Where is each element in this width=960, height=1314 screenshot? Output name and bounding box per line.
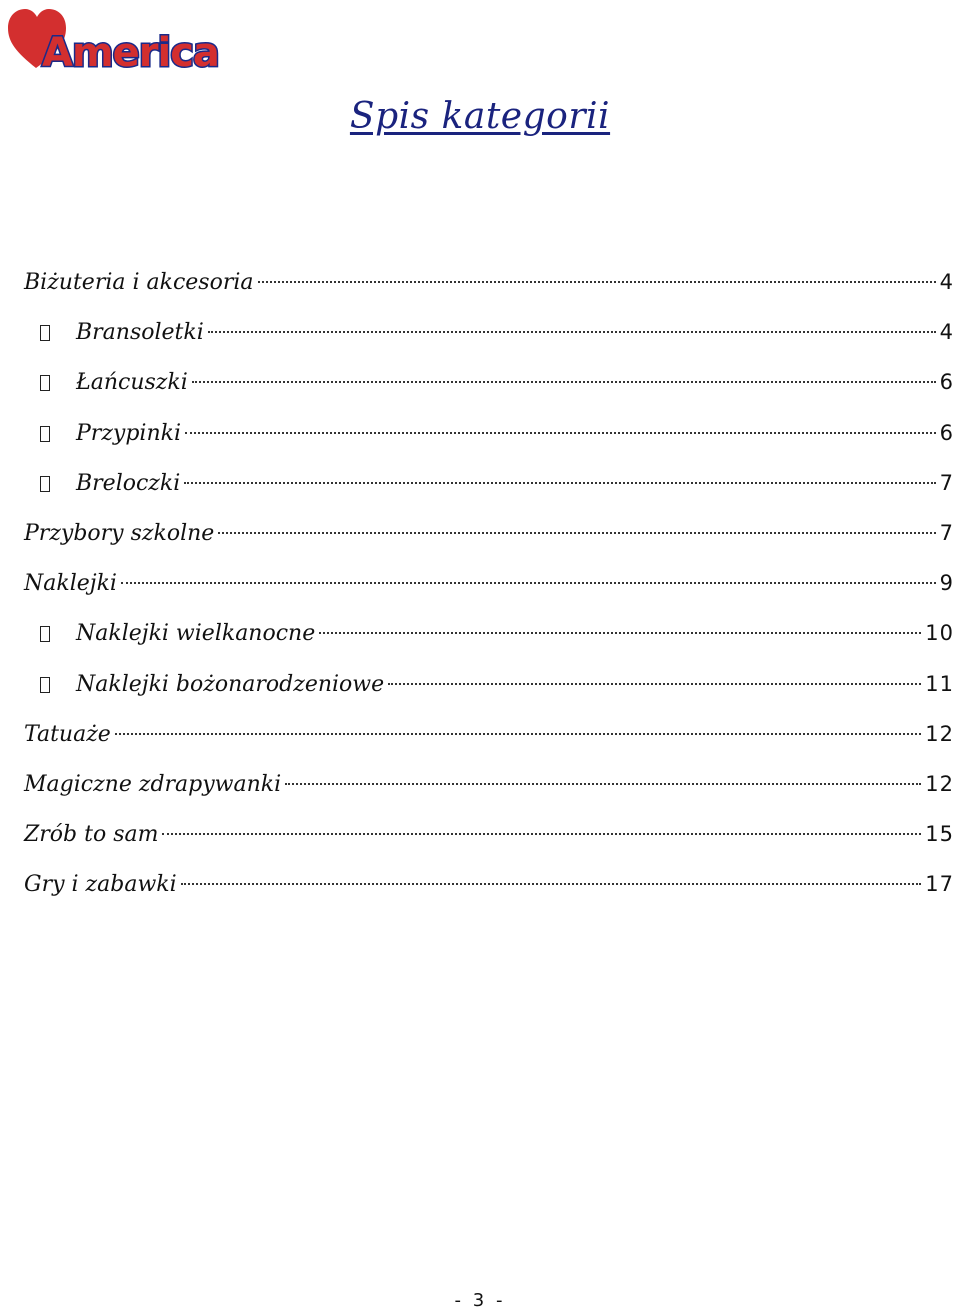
toc-entry-label: Magiczne zdrapywanki (24, 772, 282, 797)
dot-leader (162, 833, 921, 835)
toc-entry-page: 4 (939, 320, 954, 345)
toc-entry-page: 4 (939, 270, 954, 294)
bullet-icon (40, 426, 50, 442)
page-title: Spis kategorii (349, 96, 611, 137)
toc-entry-label: Gry i zabawki (24, 872, 177, 898)
toc-entry[interactable] (24, 714, 954, 754)
toc-entry[interactable] (40, 463, 954, 503)
toc-entry[interactable] (24, 262, 954, 302)
toc-entry[interactable] (40, 664, 954, 704)
dot-leader (121, 582, 936, 584)
toc-entry-label: Naklejki (24, 571, 117, 597)
toc-entry[interactable] (40, 362, 954, 402)
toc-entry-label: Zrób to sam (24, 822, 159, 848)
america-logo (6, 6, 219, 76)
toc-entry[interactable] (24, 864, 954, 904)
toc-entry-label: Przybory szkolne (24, 521, 215, 546)
dot-leader (185, 432, 936, 434)
toc-entry[interactable] (40, 312, 954, 352)
toc-entry-page: 12 (925, 772, 954, 796)
toc-entry[interactable] (24, 513, 954, 553)
bullet-icon (40, 476, 50, 492)
toc-entry[interactable] (40, 413, 954, 453)
dot-leader (192, 381, 936, 383)
toc-entry[interactable] (40, 613, 954, 653)
dot-leader (115, 733, 921, 735)
toc-entry-label: Łańcuszki (76, 370, 188, 396)
toc-entry-label: Biżuteria i akcesoria (24, 270, 254, 295)
toc-entry-page: 6 (939, 370, 954, 395)
toc-entry-page: 17 (925, 872, 954, 897)
dot-leader (285, 783, 921, 785)
bullet-icon (40, 325, 50, 341)
dot-leader (218, 532, 935, 534)
toc-entry-page: 9 (939, 571, 954, 596)
toc-entry-label: Bransoletki (76, 320, 204, 346)
bullet-icon (40, 626, 50, 642)
page-number: - 3 - (454, 1290, 506, 1311)
toc-entry-page: 15 (925, 822, 954, 847)
toc-entry-label: Breloczki (76, 470, 181, 496)
logo-wordmark: America (42, 30, 219, 76)
toc-entry-page: 6 (939, 420, 954, 445)
bullet-icon (40, 677, 50, 693)
dot-leader (184, 482, 935, 484)
dot-leader (181, 883, 922, 885)
toc-entry-page: 12 (925, 721, 954, 746)
bullet-icon (40, 375, 50, 391)
toc-entry-page: 11 (925, 671, 954, 696)
toc-entry-page: 10 (925, 621, 954, 646)
toc-entry-page: 7 (939, 521, 954, 545)
toc-entry[interactable] (24, 764, 954, 804)
toc-entry[interactable] (24, 814, 954, 854)
dot-leader (319, 632, 921, 634)
dot-leader (208, 331, 936, 333)
toc-entry-label: Przypinki (76, 420, 181, 446)
toc-entry-label: Naklejki bożonarodzeniowe (76, 671, 385, 697)
toc-entry-label: Tatuaże (24, 721, 111, 747)
dot-leader (258, 281, 936, 283)
toc-entry-label: Naklejki wielkanocne (76, 621, 316, 647)
toc-entry-page: 7 (939, 470, 954, 495)
dot-leader (388, 683, 921, 685)
toc-entry[interactable] (24, 563, 954, 603)
